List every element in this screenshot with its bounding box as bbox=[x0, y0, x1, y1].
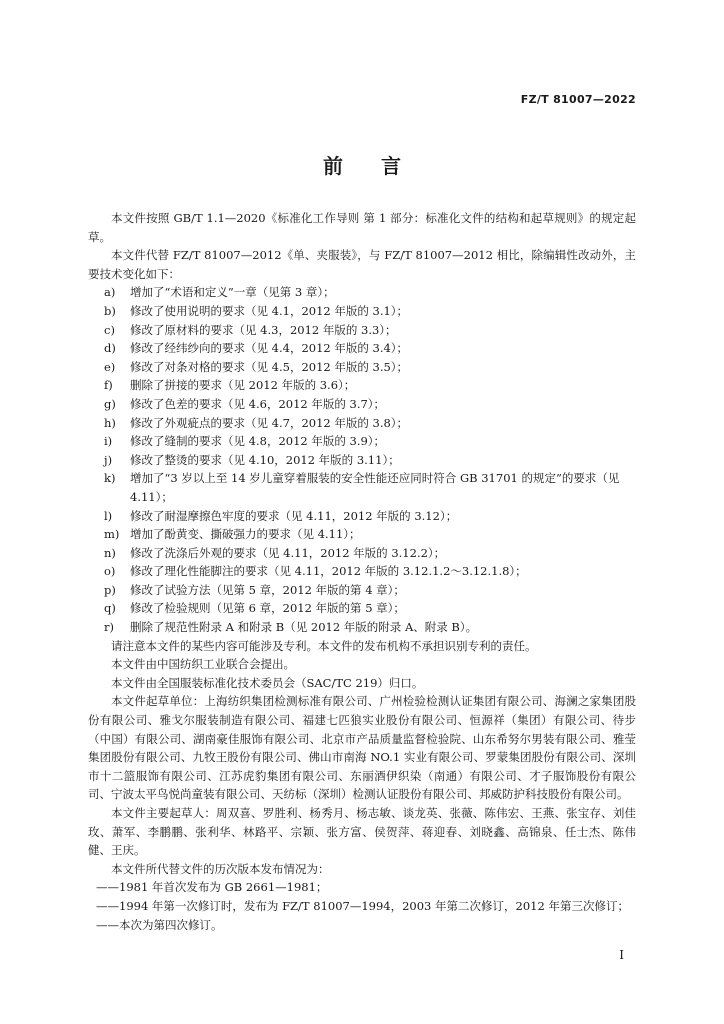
item-marker: o) bbox=[104, 564, 116, 579]
list-item bbox=[104, 376, 636, 395]
item-text: 增加了酚黄变、撕破强力的要求（见 4.11）； bbox=[130, 527, 361, 542]
item-marker: n) bbox=[104, 545, 116, 560]
item-marker: l) bbox=[104, 508, 113, 523]
item-text: 增加了“术语和定义”一章（见第 3 章）； bbox=[130, 285, 335, 300]
list-item bbox=[104, 321, 636, 340]
item-marker: m) bbox=[104, 527, 120, 542]
history-intro: 本文件所代替文件的历次版本发布情况为： bbox=[111, 861, 330, 876]
patent-note: 请注意本文件的某些内容可能涉及专利。本文件的发布机构不承担识别专利的责任。 bbox=[111, 638, 537, 653]
item-marker: d) bbox=[104, 341, 116, 356]
list-item bbox=[104, 283, 636, 302]
item-marker: f) bbox=[104, 378, 113, 393]
foreword-body bbox=[88, 209, 636, 934]
item-marker: b) bbox=[104, 303, 116, 318]
list-item bbox=[104, 525, 636, 544]
list-item bbox=[104, 451, 636, 470]
item-text: 修改了整烫的要求（见 4.10，2012 年版的 3.11）； bbox=[130, 452, 400, 467]
list-item bbox=[104, 339, 636, 358]
item-marker: j) bbox=[104, 452, 113, 467]
item-text: 修改了对条对格的要求（见 4.5，2012 年版的 3.5）； bbox=[130, 359, 409, 374]
list-item bbox=[104, 414, 636, 433]
history-item: ——本次为第四次修订。 bbox=[96, 917, 223, 932]
proposer-note: 本文件由中国纺织工业联合会提出。 bbox=[111, 657, 295, 672]
history-item: ——1981 年首次发布为 GB 2661—1981； bbox=[96, 880, 328, 895]
item-marker: r) bbox=[104, 620, 114, 635]
committee-note: 本文件由全国服装标准化技术委员会（SAC/TC 219）归口。 bbox=[111, 675, 424, 690]
item-text: 增加了“3 岁以上至 14 岁儿童穿着服装的安全性能还应同时符合 GB 31701 的规定”的要求（见 4.11）； bbox=[130, 471, 620, 504]
item-text: 修改了耐湿摩擦色牢度的要求（见 4.11，2012 年版的 3.12）； bbox=[130, 508, 458, 523]
item-marker: e) bbox=[104, 359, 116, 374]
list-item bbox=[104, 562, 636, 581]
item-text: 修改了原材料的要求（见 4.3，2012 年版的 3.3）； bbox=[130, 322, 397, 337]
list-item bbox=[104, 507, 636, 526]
item-marker: c) bbox=[104, 322, 115, 337]
version-history bbox=[88, 878, 636, 934]
list-item bbox=[104, 432, 636, 451]
history-item: ——1994 年第一次修订时，发布为 FZ/T 81007—1994，2003 年第二次修订，2012 年第三次修订； bbox=[96, 898, 629, 913]
item-marker: h) bbox=[104, 415, 116, 430]
item-text: 删除了规范性附录 A 和附录 B（见 2012 年版的附录 A、附录 B）。 bbox=[130, 620, 478, 635]
item-text: 修改了使用说明的要求（见 4.1，2012 年版的 3.1）； bbox=[130, 303, 409, 318]
item-marker: p) bbox=[104, 582, 116, 597]
list-item bbox=[104, 358, 636, 377]
item-marker: a) bbox=[104, 285, 116, 300]
list-item bbox=[104, 469, 636, 506]
standard-code: FZ/T 81007—2022 bbox=[520, 93, 636, 106]
list-item bbox=[104, 302, 636, 321]
item-text: 修改了经纬纱向的要求（见 4.4，2012 年版的 3.4）； bbox=[130, 341, 409, 356]
item-marker: i) bbox=[104, 434, 113, 449]
item-marker: q) bbox=[104, 601, 116, 616]
page-number: I bbox=[619, 948, 624, 962]
item-text: 修改了检验规则（见第 6 章，2012 年版的第 5 章）； bbox=[130, 601, 405, 616]
list-item bbox=[104, 618, 636, 637]
list-item bbox=[104, 544, 636, 563]
list-item bbox=[104, 599, 636, 618]
item-text: 删除了拼接的要求（见 2012 年版的 3.6）； bbox=[130, 378, 356, 393]
item-text: 修改了缝制的要求（见 4.8，2012 年版的 3.9）； bbox=[130, 434, 386, 449]
change-list bbox=[88, 283, 636, 636]
page-title: 前言 bbox=[323, 154, 439, 178]
item-text: 修改了洗涤后外观的要求（见 4.11，2012 年版的 3.12.2）； bbox=[130, 545, 446, 560]
list-item bbox=[104, 395, 636, 414]
item-marker: g) bbox=[104, 396, 116, 411]
item-text: 修改了理化性能脚注的要求（见 4.11，2012 年版的 3.12.1.2～3.12.1.8）； bbox=[130, 564, 527, 579]
drafting-units: 本文件起草单位：上海纺织集团检测标准有限公司、广州检验检测认证集团有限公司、海澜之家集团股份有限公司、雅戈尔服装制造有限公司、福建七匹狼实业股份有限公司、恒源祥（集团）有限公司、待步（中国）有限公司、湖南豪佳服饰有限公司、北京市产品质量监督检验院、山东希努尔男装有限公司、雅莹集团股份有限公司、九牧王股份有限公司、佛山市南海 NO.1 实业有限公司、罗蒙集团股份有限公司、深圳市十二篮服饰有限公司、江苏虎豹集团有限公司、东丽酒伊织染（南通）有限公司、才子服饰股份有限公司、宁波太平鸟悦尚童装有限公司、天纺标（深圳）检测认证股份有限公司、邦威防护科技股份有限公司。 bbox=[88, 694, 636, 802]
intro-paragraph: 本文件代替 FZ/T 81007—2012《单、夹服装》，与 FZ/T 81007—2012 相比，除编辑性改动外，主要技术变化如下： bbox=[88, 248, 636, 281]
item-marker: k) bbox=[104, 471, 116, 486]
drafters: 本文件主要起草人：周双喜、罗胜利、杨秀月、杨志敏、谈龙英、张薇、陈伟宏、王燕、张宝存、刘佳玫、萧军、李鹏鹏、张利华、林路平、宗颖、张方富、侯贺萍、蒋迎春、刘晓鑫、高锦泉、任士杰、陈伟健、王庆。 bbox=[88, 806, 636, 858]
item-text: 修改了外观疵点的要求（见 4.7，2012 年版的 3.8）； bbox=[130, 415, 409, 430]
intro-paragraph: 本文件按照 GB/T 1.1—2020《标准化工作导则 第 1 部分：标准化文件的结构和起草规则》的规定起草。 bbox=[88, 211, 636, 244]
list-item bbox=[104, 581, 636, 600]
item-text: 修改了试验方法（见第 5 章，2012 年版的第 4 章）； bbox=[130, 582, 405, 597]
item-text: 修改了色差的要求（见 4.6，2012 年版的 3.7）； bbox=[130, 396, 386, 411]
